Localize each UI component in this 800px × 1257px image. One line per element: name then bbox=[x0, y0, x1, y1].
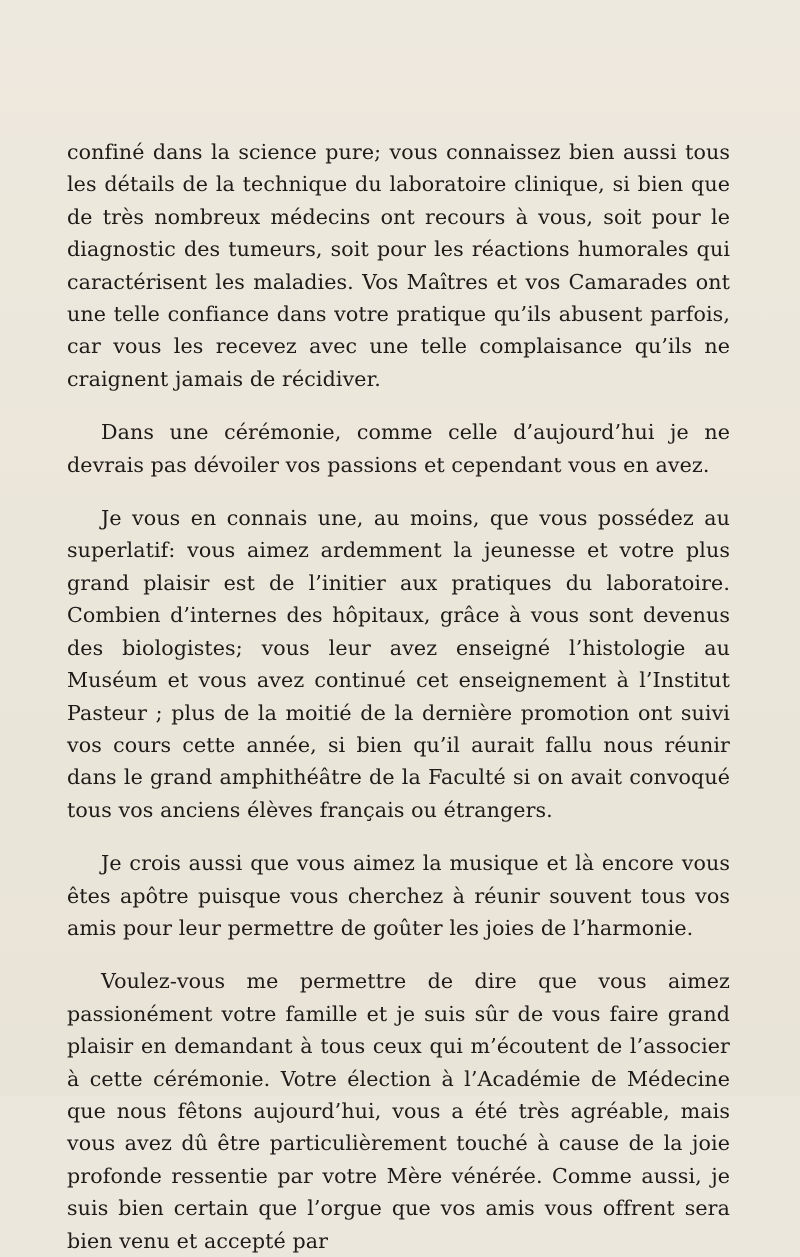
paragraph-4: Je crois aussi que vous aimez la musique et là encore vous êtes apôtre puisque vous cherchez à réunir souvent tous vos amis pour leur permettre de goûter les joies de l’harmonie. bbox=[67, 851, 730, 940]
paragraph-3: Je vous en connais une, au moins, que vous possédez au superlatif: vous aimez ardemment la jeunesse et votre plus grand plaisir est de l’initier aux pratiques du laboratoire. Combien d’internes des hôpitaux, grâce à vous sont devenus des biologistes; vous leur avez enseigné l’histologie au Muséum et vous avez continué cet enseignement à l’Institut Pasteur ; plus de la moitié de la dernière promotion ont suivi vos cours cette année, si bien qu’il aurait fallu nous réunir dans le grand amphithéâtre de la Faculté si on avait convoqué tous vos anciens élèves français ou étrangers. bbox=[67, 506, 730, 822]
paragraph-5: Voulez-vous me permettre de dire que vous aimez passionément votre famille et je suis sûr de vous faire grand plaisir en demandant à tous ceux qui m’écoutent de l’associer à cette cérémonie. Votre élection à l’Académie de Médecine que nous fêtons aujourd’hui, vous a été très agréable, mais vous avez dû être particulièrement touché à cause de la joie profonde ressentie par votre Mère vénérée. Comme aussi, je suis bien certain que l’orgue que vos amis vous offrent sera bien venu et accepté par bbox=[67, 969, 730, 1253]
paragraph-2: Dans une cérémonie, comme celle d’aujourd’hui je ne devrais pas dévoiler vos passions et cependant vous en avez. bbox=[67, 420, 730, 477]
document-body bbox=[67, 136, 730, 1257]
paragraph-1: confiné dans la science pure; vous connaissez bien aussi tous les détails de la technique du laboratoire clinique, si bien que de très nombreux médecins ont recours à vous, soit pour le diagnostic des tumeurs, soit pour les réactions humorales qui caractérisent les maladies. Vos Maîtres et vos Camarades ont une telle confiance dans votre pratique qu’ils abusent parfois, car vous les recevez avec une telle complaisance qu’ils ne craignent jamais de récidiver. bbox=[67, 140, 730, 391]
